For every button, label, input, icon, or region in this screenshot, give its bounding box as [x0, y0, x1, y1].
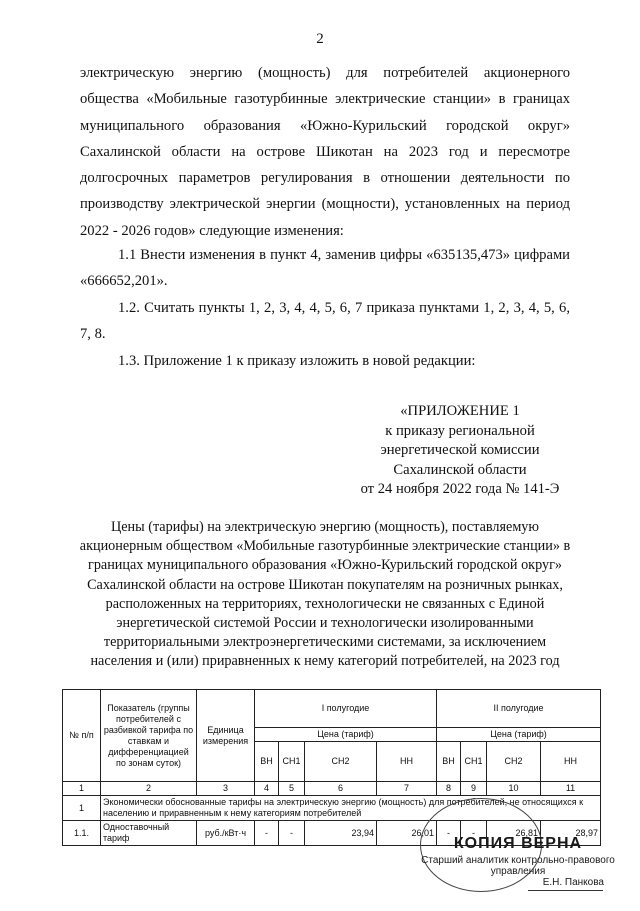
appendix-line: к приказу региональной — [385, 422, 535, 439]
level-cell: СН2 — [305, 742, 377, 782]
appendix-line: от 24 ноября 2022 года № 141-Э — [360, 481, 560, 497]
header-indicator: Показатель (группы потребителей с разбивкой тарифа по ставкам и дифференциацией по зонам суток) — [101, 690, 197, 782]
certified-copy-stamp — [418, 796, 618, 906]
section-number: 1 — [63, 796, 101, 821]
appendix-line: энергетической комиссии — [380, 442, 540, 458]
price-cell: 26,81 — [487, 821, 541, 846]
price-cell: 26,01 — [377, 821, 437, 846]
row-name: Одноставочный тариф — [101, 821, 197, 846]
header-price-2: Цена (тариф) — [437, 728, 601, 742]
row-number: 1.1. — [63, 821, 101, 846]
column-number: 11 — [541, 782, 601, 796]
level-cell: НН — [541, 742, 601, 782]
section-title: Экономически обоснованные тарифы на электрическую энергию (мощность) для потребителей, не относящихся к населению и приравненным к нему категориям потребителей — [101, 796, 601, 821]
level-cell: СН1 — [279, 742, 305, 782]
item-1-3-paragraph: 1.3. Приложение 1 к приказу изложить в новой редакции: — [118, 353, 476, 369]
price-cell: - — [461, 821, 487, 846]
level-cell: ВН — [255, 742, 279, 782]
appendix-line: Сахалинской области — [393, 461, 527, 478]
header-half-1: I полугодие — [255, 690, 437, 728]
intro-paragraph: электрическую энергию (мощность) для потребителей акционерного общества «Мобильные газотурбинные электрические станции» в границах муниципального образования «Южно-Курильский городской округ» Сахалинской области на острове Шикотан на 2023 год и пересмотре долгосрочных параметров регулирования в отношении деятельности по производству электрической энергии (мощности), установленных на период 2022 - 2026 годов» следующие изменения: — [80, 65, 570, 239]
tariff-title: Цены (тарифы) на электрическую энергию (мощность), поставляемую акционерным обществом «Мобильные газотурбинные электрические станции» в границах муниципального образования «Южно-Курильский городской округ» Сахалинской области на острове Шикотан покупателям на розничных рынках, расположенных на территориях, технологически не связанных с Единой энергетической системой России и технологически изолированными территориальными электроэнергетическими системами, за исключением населения и (или) приравненных к нему категорий потребителей, на 2023 год — [79, 519, 571, 670]
price-cell: - — [279, 821, 305, 846]
row-unit: руб./кВт·ч — [197, 821, 255, 846]
column-number: 5 — [279, 782, 305, 796]
level-cell: СН2 — [487, 742, 541, 782]
column-number: 1 — [63, 782, 101, 796]
stamp-department: Старший аналитик контрольно-правового управления — [421, 855, 615, 877]
column-number: 6 — [305, 782, 377, 796]
column-number: 9 — [461, 782, 487, 796]
column-number: 4 — [255, 782, 279, 796]
column-number: 8 — [437, 782, 461, 796]
column-number: 10 — [487, 782, 541, 796]
header-num: № п/п — [63, 690, 101, 782]
page-number: 2 — [316, 31, 324, 47]
price-cell: 28,97 — [541, 821, 601, 846]
column-number: 3 — [197, 782, 255, 796]
item-1-2-paragraph: 1.2. Считать пункты 1, 2, 3, 4, 4, 5, 6, 7 приказа пунктами 1, 2, 3, 4, 5, 6, 7, 8. — [80, 300, 570, 343]
level-cell: СН1 — [461, 742, 487, 782]
level-cell: НН — [377, 742, 437, 782]
price-cell: 23,94 — [305, 821, 377, 846]
header-unit: Единица измерения — [197, 690, 255, 782]
header-half-2: II полугодие — [437, 690, 601, 728]
column-number: 7 — [377, 782, 437, 796]
price-cell: - — [255, 821, 279, 846]
price-cell: - — [437, 821, 461, 846]
item-1-1-paragraph: 1.1 Внести изменения в пункт 4, заменив цифры «635135,473» цифрами «666652,201». — [80, 247, 570, 290]
level-cell: ВН — [437, 742, 461, 782]
appendix-line: «ПРИЛОЖЕНИЕ 1 — [400, 403, 520, 419]
header-price-1: Цена (тариф) — [255, 728, 437, 742]
signature-line — [528, 890, 603, 891]
stamp-signer-name: Е.Н. Панкова — [542, 877, 604, 888]
column-number: 2 — [101, 782, 197, 796]
appendix-header — [330, 402, 590, 500]
stamp-title: КОПИЯ ВЕРНА — [453, 835, 583, 852]
